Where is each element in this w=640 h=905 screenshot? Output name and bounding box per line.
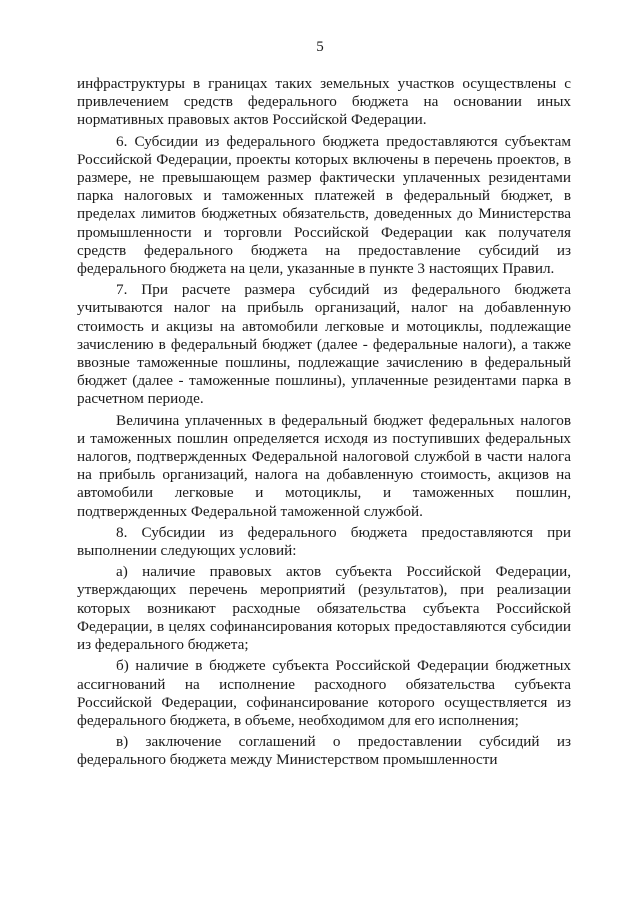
paragraph-taxes-amount: Величина уплаченных в федеральный бюджет федеральных налогов и таможенных пошлин определяется исходя из поступивших федеральных налогов, подтвержденных Федеральной налоговой службой в части налога на прибыль организаций, налога на добавленную стоимость, акцизов на автомобили легковые и мотоциклы, и таможенных пошлин, подтвержденных Федеральной таможенной службой. — [77, 411, 571, 520]
paragraph-condition-b: б) наличие в бюджете субъекта Российской Федерации бюджетных ассигнований на исполнение расходного обязательства субъекта Российской Федерации, софинансирование которого осуществляется из федерального бюджета, в объеме, необходимом для его исполнения; — [77, 657, 571, 729]
paragraph-condition-a: а) наличие правовых актов субъекта Российской Федерации, утверждающих перечень мероприятий (результатов), при реализации которых возникают расходные обязательства субъекта Российской Федерации, в целях софинансирования которых предоставляются субсидии из федерального бюджета; — [77, 563, 571, 654]
document-body — [77, 75, 571, 773]
paragraph-item-6: 6. Субсидии из федерального бюджета предоставляются субъектам Российской Федерации, проекты которых включены в перечень проектов, в размере, не превышающем размер фактически уплаченных резидентами парка налоговых и таможенных платежей в федеральный бюджет, в пределах лимитов бюджетных обязательств, доведенных до Министерства промышленности и торговли Российской Федерации как получателя средств федерального бюджета на предоставление субсидий из федерального бюджета на цели, указанные в пункте 3 настоящих Правил. — [77, 132, 571, 278]
paragraph-item-8: 8. Субсидии из федерального бюджета предоставляются при выполнении следующих условий: — [77, 523, 571, 560]
paragraph-item-7: 7. При расчете размера субсидий из федерального бюджета учитываются налог на прибыль организаций, налог на добавленную стоимость и акцизы на автомобили легковые и мотоциклы, подлежащие зачислению в федеральный бюджет (далее - федеральные налоги), а также ввозные таможенные пошлины, подлежащие зачислению в федеральный бюджет (далее - таможенные пошлины), уплаченные резидентами парка в расчетном периоде. — [77, 281, 571, 408]
page-number: 5 — [316, 39, 324, 55]
paragraph-continuation: инфраструктуры в границах таких земельных участков осуществлены с привлечением средств федерального бюджета на основании иных нормативных правовых актов Российской Федерации. — [77, 75, 571, 129]
paragraph-condition-c: в) заключение соглашений о предоставлении субсидий из федерального бюджета между Министерством промышленности — [77, 733, 571, 769]
